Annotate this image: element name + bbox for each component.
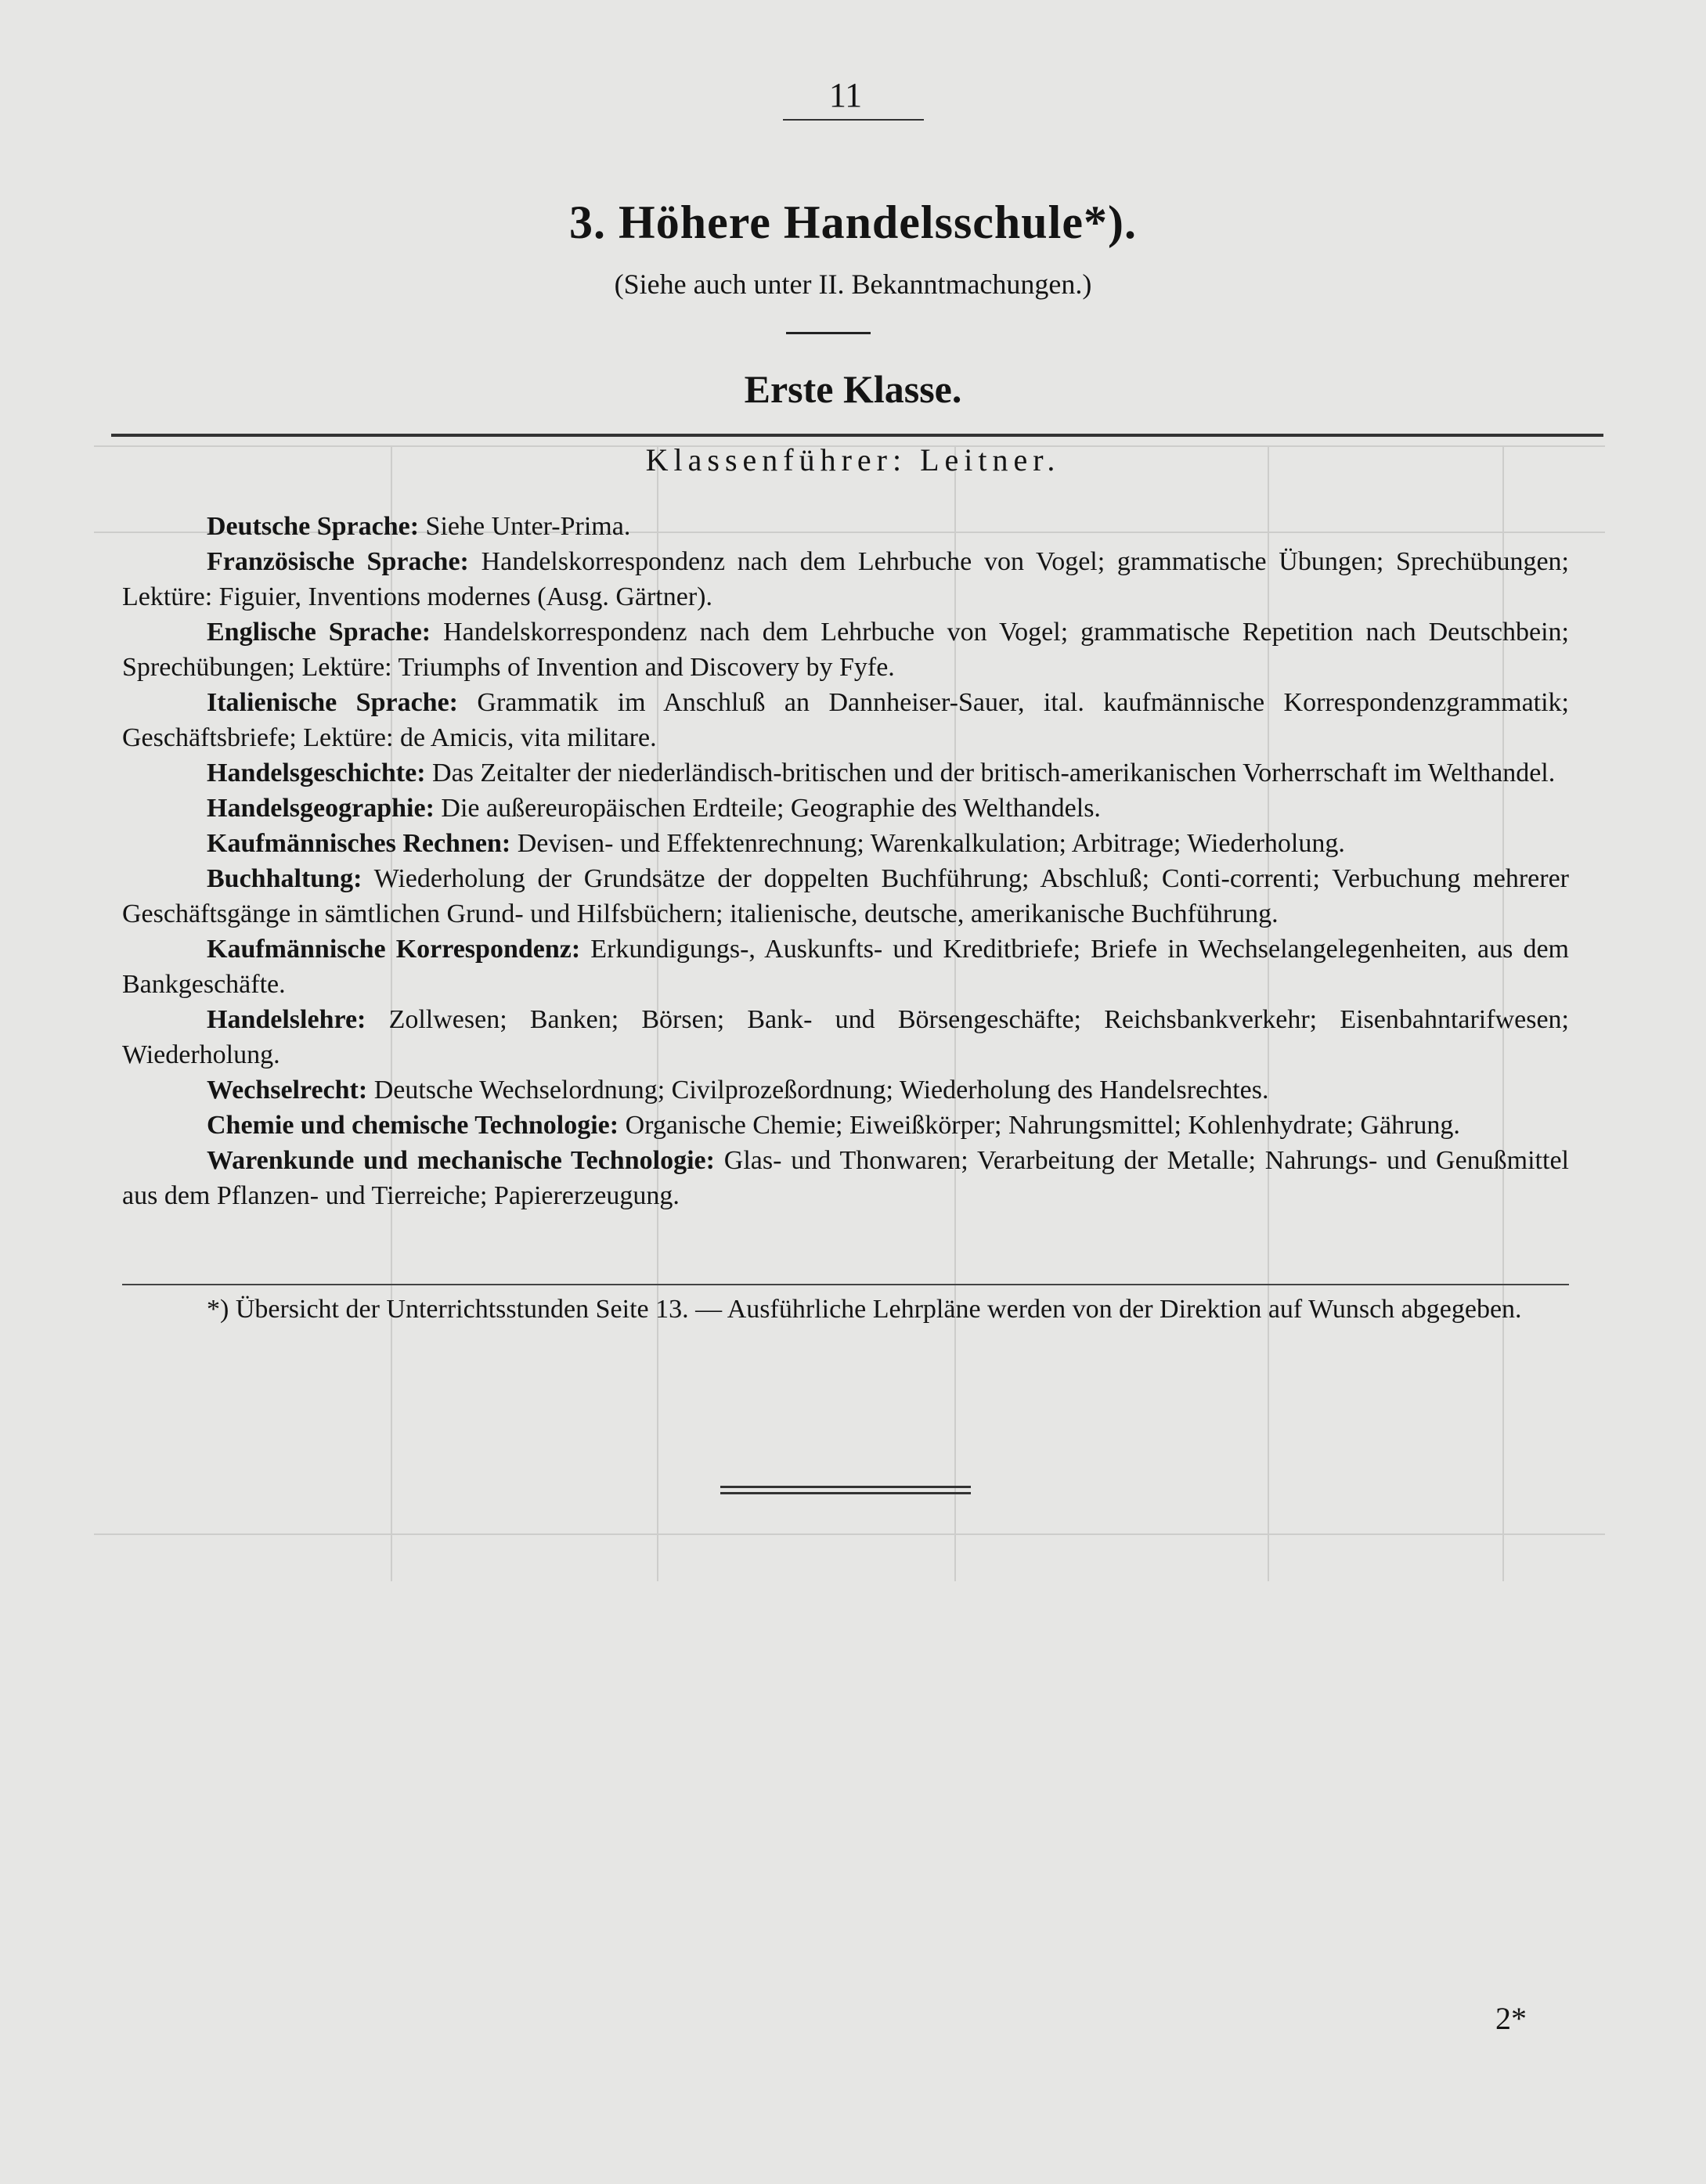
subject-text: Handelskorrespondenz nach dem Lehrbuche von Vogel; grammatische Repetition nach Deutschbein; Sprechübungen; Lektüre: Triumphs of Invention and Discovery by Fyfe. [122, 618, 1570, 682]
subject-text: Deutsche Wechselordnung; Civilprozeßordnung; Wiederholung des Handelsrechtes. [367, 1076, 1269, 1105]
subject-name: Handelsgeschichte: [207, 759, 426, 787]
subject-entry [122, 1108, 1569, 1143]
subject-entry [122, 861, 1569, 932]
page-number: 11 [828, 76, 863, 114]
subject-entry [122, 826, 1569, 861]
subject-text: Das Zeitalter der niederländisch-britischen und der britisch-amerikanischen Vorherrschaft im Welthandel. [425, 759, 1556, 787]
section-title: 3. Höhere Handelsschule*). [569, 196, 1137, 248]
subject-name: Kaufmännisches Rechnen: [207, 829, 511, 858]
subject-name: Französische Sprache: [207, 547, 469, 576]
subject-entry [122, 685, 1569, 755]
subject-entry [122, 1143, 1569, 1213]
header-rule [783, 119, 924, 121]
subject-text: Handelskorrespondenz nach dem Lehrbuche von Vogel; grammatische Übungen; Sprechübungen; Lektüre: Figuier, Inventions modernes (Ausg. Gärtner). [122, 547, 1569, 611]
title-divider [786, 332, 871, 334]
class-divider [111, 434, 1603, 437]
subject-entry [122, 791, 1569, 826]
footnote-rule [122, 1284, 1569, 1285]
subject-entry [122, 544, 1569, 614]
subject-name: Handelsgeographie: [207, 794, 435, 823]
subject-entry [122, 1072, 1569, 1108]
subject-text: Erkundigungs-, Auskunfts- und Kreditbriefe; Briefe in Wechselangelegenheiten, aus dem Bankgeschäfte. [122, 935, 1569, 999]
subject-name: Kaufmännische Korrespondenz: [207, 935, 581, 964]
subject-name: Wechselrecht: [207, 1076, 368, 1105]
subject-text: Glas- und Thonwaren; Verarbeitung der Metalle; Nahrungs- und Genußmittel aus dem Pflanzen- und Tierreiche; Papiererzeugung. [122, 1146, 1569, 1210]
class-heading: Erste Klasse. [744, 367, 962, 411]
subject-text: Grammatik im Anschluß an Dannheiser-Sauer, ital. kaufmännische Korrespondenzgrammatik; Geschäftsbriefe; Lektüre: de Amicis, vita militare. [122, 688, 1569, 752]
subject-entry [122, 614, 1569, 685]
subject-entry [122, 509, 1569, 544]
subject-name: Deutsche Sprache: [207, 512, 420, 541]
end-rule [720, 1486, 971, 1488]
subject-entry [122, 1002, 1569, 1072]
subject-text: Devisen- und Effektenrechnung; Warenkalkulation; Arbitrage; Wiederholung. [510, 829, 1345, 858]
subject-name: Buchhaltung: [207, 864, 362, 893]
subject-entry [122, 932, 1569, 1002]
signature-mark: 2* [1495, 2001, 1527, 2036]
subject-text: Siehe Unter-Prima. [419, 512, 631, 541]
curriculum-body [122, 509, 1569, 1213]
subject-text: Organische Chemie; Eiweißkörper; Nahrungsmittel; Kohlenhydrate; Gährung. [619, 1111, 1460, 1140]
subject-name: Italienische Sprache: [207, 688, 458, 717]
section-subtitle: (Siehe auch unter II. Bekanntmachungen.) [614, 268, 1092, 300]
subject-text: Die außereuropäischen Erdteile; Geographie des Welthandels. [434, 794, 1101, 823]
subject-name: Handelslehre: [207, 1005, 366, 1034]
footnote: *) Übersicht der Unterrichtsstunden Seite 13. — Ausführliche Lehrpläne werden von der Direktion auf Wunsch abgegeben. [207, 1295, 1522, 1324]
class-leader: Klassenführer: Leitner. [645, 442, 1061, 478]
subject-name: Englische Sprache: [207, 618, 431, 647]
subject-text: Zollwesen; Banken; Börsen; Bank- und Börsengeschäfte; Reichsbankverkehr; Eisenbahntarifwesen; Wiederholung. [122, 1005, 1569, 1069]
subject-name: Chemie und chemische Technologie: [207, 1111, 619, 1140]
end-rule [720, 1492, 971, 1494]
subject-text: Wiederholung der Grundsätze der doppelten Buchführung; Abschluß; Conti-correnti; Verbuchung mehrerer Geschäftsgänge in sämtlichen Grund- und Hilfsbüchern; italienische, deutsche, amerikanische Buchführung. [122, 864, 1569, 928]
subject-entry [122, 755, 1569, 791]
subject-name: Warenkunde und mechanische Technologie: [207, 1146, 715, 1175]
